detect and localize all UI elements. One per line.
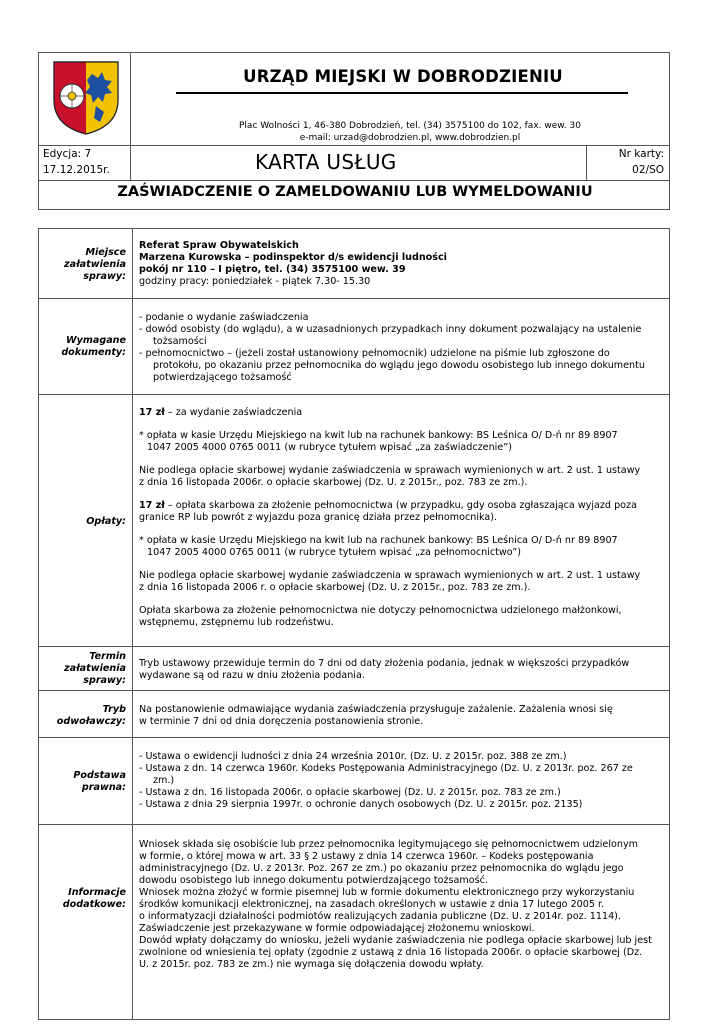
cell-tryb: Na postanowienie odmawiające wydania zaświadczenia przysługuje zażalenie. Zażalenia wnosi się w terminie 7 dni od dnia doręczenia postanowienia stronie.	[139, 704, 613, 727]
cell-oplaty: 17 zł – za wydanie zaświadczenia * opłata w kasie Urzędu Miejskiego na kwit lub na rachunek bankowy: BS Leśnica O/ D-ń nr 89 8907 1047 2005 4000 0765 0011 (w rubryce tytułem wpisać „za zaświadczenie”) Nie podlega opłacie skarbowej wydanie zaświadczenia w sprawach wymienionych w art. 2 ust. 1 ustawy z dnia 16 listopada 2006r. o opłacie skarbowej (Dz. U. z 2015r., poz. 783 ze zm.). 17 zł – opłata skarbowa za złożenie pełnomocnictwa (w przypadku, gdy osoba zgłaszająca wyjazd poza granice RP lub powrót z wyjazdu poza granicę działa przez pełnomocnika). * opłata w kasie Urzędu Miejskiego na kwit lub na rachunek bankowy: BS Leśnica O/ D-ń nr 89 8907 1047 2005 4000 0765 0011 (w rubryce tytułem wpisać „za pełnomocnictwo”) Nie podlega opłacie skarbowej wydanie zaświadczenia w sprawach wymienionych w art. 2 ust. 1 ustawy z dnia 16 listopada 2006 r. o opłacie skarbowej (Dz. U. z 2015r., poz. 783 ze zm.). Opłata skarbowa za złożenie pełnomocnictwa nie dotyczy pełnomocnictwa udzielonego małżonkowi, wstępnemu, zstępnemu lub rodzeństwu.	[139, 407, 641, 628]
cell-dokumenty: - podanie o wydanie zaświadczenia - dowód osobisty (do wglądu), a w uzasadnionych przypadkach inny dokument pozwalający na ustalenie tożsamości - pełnomocnictwo – (jeżeli został ustanowiony pełnomocnik) udzielone na piśmie lub zgłoszone do protokołu, po okazaniu przez pełnomocnika do wglądu jego dowodu osobistego lub innego dokumentu potwierdzającego tożsamość	[139, 312, 645, 383]
office-address: Plac Wolności 1, 46-380 Dobrodzień, tel. (34) 3575100 do 102, fax. wew. 30	[239, 121, 581, 131]
coat-of-arms-logo	[52, 60, 120, 136]
table-column-divider	[132, 228, 133, 1020]
label-tryb: Tryb odwoławczy:	[56, 704, 126, 727]
row-divider	[38, 298, 669, 299]
header-divider-v2	[130, 145, 131, 180]
card-number: 02/SO	[632, 164, 664, 176]
row-divider	[38, 824, 669, 825]
row-divider	[38, 690, 669, 691]
cell-podstawa: - Ustawa o ewidencji ludności z dnia 24 września 2010r. (Dz. U. z 2015r. poz. 388 ze zm.) - Ustawa z dn. 14 czerwca 1960r. Kodeks Postępowania Administracyjnego (Dz. U. z 2013r. poz. 267 ze zm.) - Ustawa z dn. 16 listopada 2006r. o opłacie skarbowej (Dz. U. z 2015r. poz. 783 ze zm.) - Ustawa z dnia 29 sierpnia 1997r. o ochronie danych osobowych (Dz. U. z 2015r. poz. 2135)	[139, 751, 633, 810]
cell-termin: Tryb ustawowy przewiduje termin do 7 dni od daty złożenia podania, jednak w większości przypadków wydawane są od razu w dniu złożenia podania.	[139, 658, 630, 681]
document-subtitle: ZAŚWIADCZENIE O ZAMELDOWANIU LUB WYMELDOWANIU	[117, 184, 593, 200]
card-title: KARTA USŁUG	[255, 150, 397, 174]
label-dokumenty: Wymagane dokumenty:	[61, 335, 126, 358]
office-contact: e-mail: urzad@dobrodzien.pl, www.dobrodzien.pl	[299, 133, 521, 143]
cell-miejsce: Referat Spraw Obywatelskich Marzena Kurowska – podinspektor d/s ewidencji ludności pokój nr 110 – I piętro, tel. (34) 3575100 wew. 39 godziny pracy: poniedziałek - piątek 7.30- 15.30	[139, 240, 447, 287]
header-divider-v3	[586, 145, 587, 180]
row-divider	[38, 394, 669, 395]
edition-number: Edycja: 7	[43, 148, 92, 160]
label-informacje: Informacje dodatkowe:	[62, 887, 126, 910]
title-underline	[176, 92, 628, 94]
header-divider-h1	[38, 145, 669, 146]
office-title: URZĄD MIEJSKI W DOBRODZIENIU	[243, 67, 563, 86]
label-oplaty: Opłaty:	[86, 516, 126, 527]
cell-informacje: Wniosek składa się osobiście lub przez pełnomocnika legitymującego się pełnomocnictwem udzielonym w formie, o której mowa w art. 33 § 2 ustawy z dnia 14 czerwca 1960r. – Kodeks postępowania administracyjnego (Dz. U. z 2013r. Poz. 267 ze zm.) po okazaniu przez pełnomocnika do wglądu jego dowodu osobistego lub innego dokumentu potwierdzającego tożsamość. Wniosek można złożyć w formie pisemnej lub w formie dokumentu elektronicznego przy wykorzystaniu środków komunikacji elektronicznej, na zasadach określonych w ustawie z dnia 17 lutego 2005 r. o informatyzacji działalności podmiotów realizujących zadania publiczne (Dz. U. z 2014r. poz. 1114). Zaświadczenie jest przekazywane w formie odpowiadającej złożonemu wnioskowi. Dowód wpłaty dołączamy do wniosku, jeżeli wydanie zaświadczenia nie podlega opłacie skarbowej lub jest zwolnione od wniesienia tej opłaty (zgodnie z ustawą z dnia 16 listopada 2006r. o opłacie skarbowej (Dz. U. z 2015r. poz. 783 ze zm.) nie wymaga się dołączenia dowodu wpłaty.	[139, 839, 652, 970]
edition-date: 17.12.2015r.	[43, 164, 110, 176]
header-divider-h2	[38, 180, 669, 181]
row-divider	[38, 646, 669, 647]
row-divider	[38, 737, 669, 738]
label-podstawa: Podstawa prawna:	[73, 770, 126, 793]
label-termin: Termin załatwienia sprawy:	[64, 651, 126, 686]
card-number-label: Nr karty:	[618, 148, 664, 160]
label-miejsce: Miejsce załatwienia sprawy:	[64, 247, 126, 282]
